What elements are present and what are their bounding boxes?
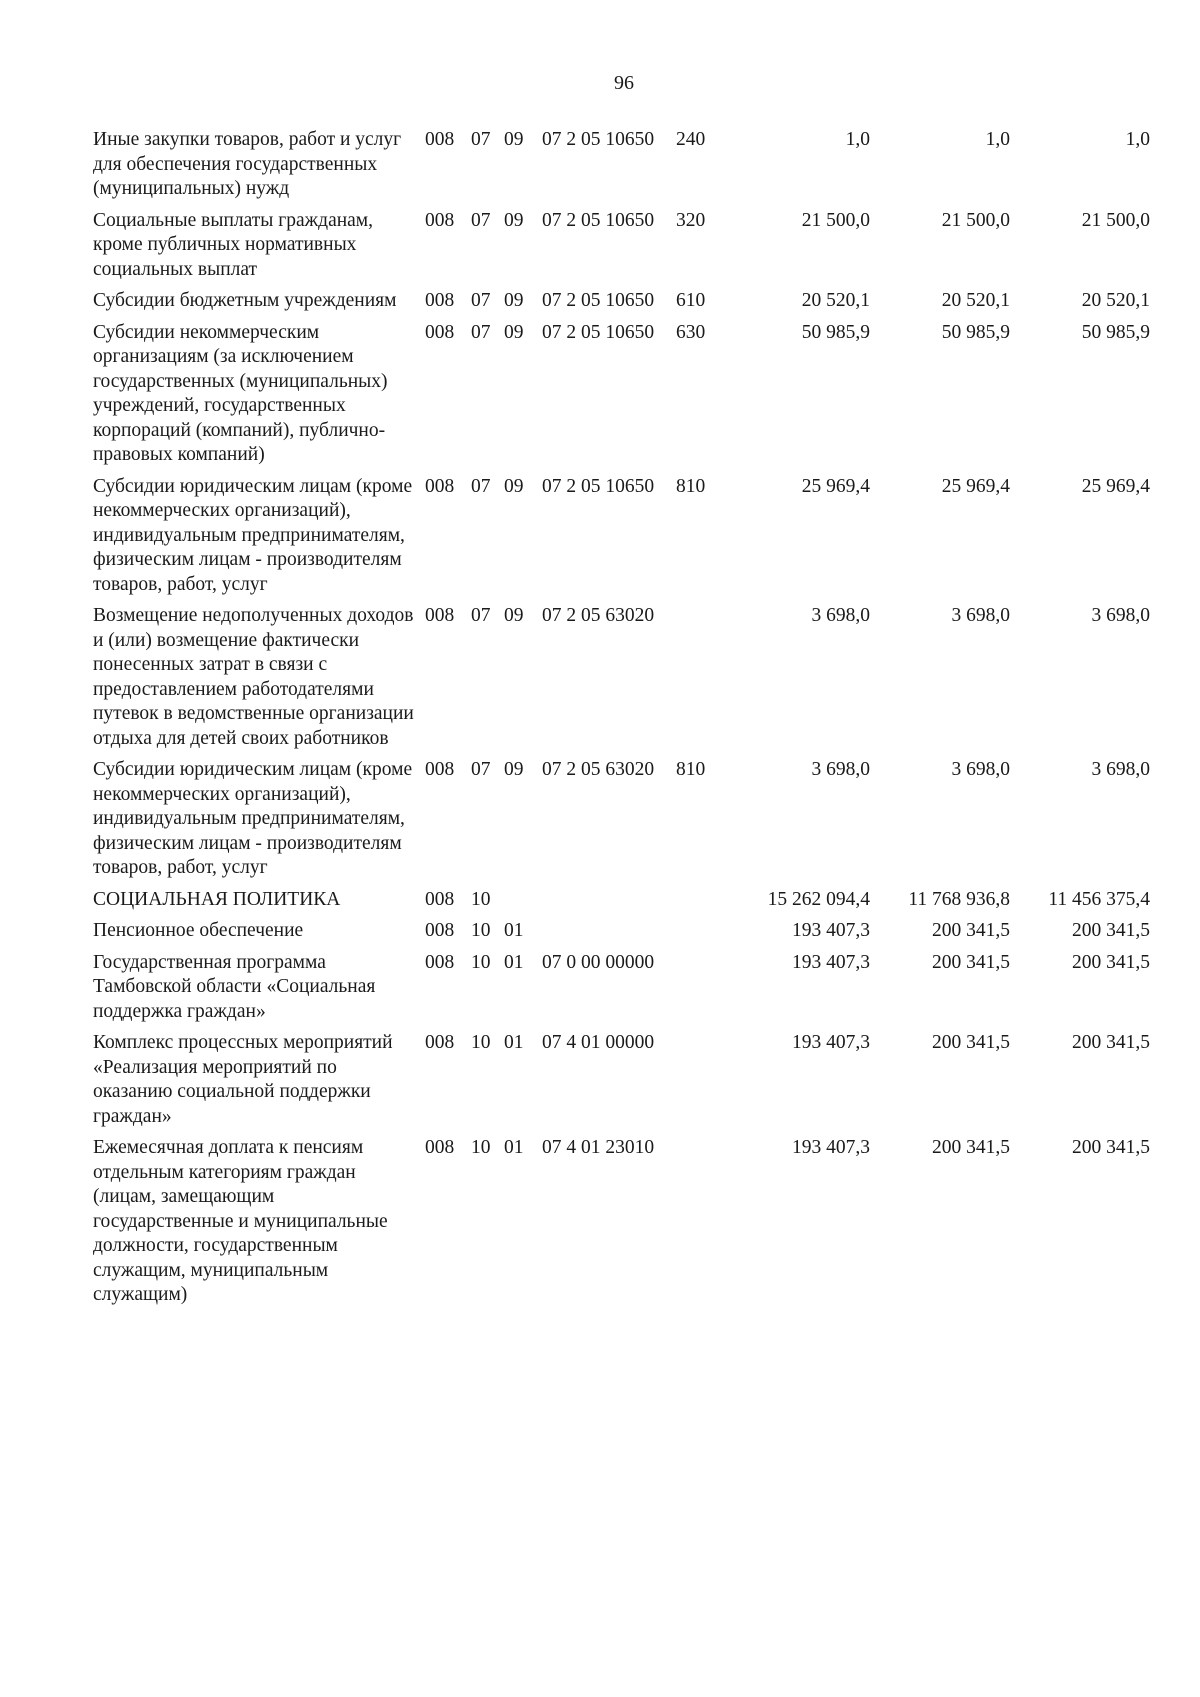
section-code: 07 <box>471 290 491 311</box>
target-article-code: 07 2 05 10650 <box>542 475 655 497</box>
row-name: Возмещение недополученных доходов и (или) возмещение фактически понесенных затрат в связи с предоставлением работодателями путевок в ведомственные организации отдыха для детей своих работников <box>93 605 414 749</box>
ministry-code: 008 <box>425 951 455 973</box>
amount-year-1: 1,0 <box>845 129 870 150</box>
subsection-code: 09 <box>504 209 524 231</box>
amount-year-2: 200 341,5 <box>932 1137 1010 1158</box>
amount-year-2: 21 500,0 <box>941 209 1010 231</box>
section-code: 10 <box>471 951 491 973</box>
amount-year-3: 200 341,5 <box>1072 1137 1150 1158</box>
amount-year-2: 3 698,0 <box>951 605 1010 626</box>
amount-year-1: 3 698,0 <box>811 759 870 780</box>
amount-year-1: 20 520,1 <box>801 290 870 311</box>
table-row <box>93 1031 1173 1129</box>
section-code: 10 <box>471 1032 491 1053</box>
budget-table <box>93 128 1173 1315</box>
amount-year-3: 3 698,0 <box>1091 605 1150 626</box>
target-article-code: 07 4 01 23010 <box>542 1137 655 1158</box>
amount-year-1: 193 407,3 <box>792 920 870 941</box>
amount-year-3: 21 500,0 <box>1081 209 1150 231</box>
ministry-code: 008 <box>425 209 455 231</box>
row-name: Субсидии юридическим лицам (кроме некоммерческих организаций), индивидуальным предпринимателям, физическим лицам - производителям товаров, работ, услуг <box>93 759 413 878</box>
subsection-code: 09 <box>504 475 524 497</box>
amount-year-3: 11 456 375,4 <box>1048 888 1150 910</box>
amount-year-2: 200 341,5 <box>932 920 1010 941</box>
ministry-code: 008 <box>425 475 455 497</box>
amount-year-2: 3 698,0 <box>951 759 1010 780</box>
row-name: Ежемесячная доплата к пенсиям отдельным категориям граждан (лицам, замещающим государственные и муниципальные должности, государственным служащим, муниципальным служащим) <box>93 1137 388 1305</box>
amount-year-3: 200 341,5 <box>1072 951 1150 973</box>
section-code: 07 <box>471 209 491 231</box>
row-name: Субсидии бюджетным учреждениям <box>93 290 397 311</box>
subsection-code: 09 <box>504 321 524 343</box>
expense-type-code: 610 <box>676 290 706 311</box>
row-name: Пенсионное обеспечение <box>93 920 304 941</box>
ministry-code: 008 <box>425 605 455 626</box>
row-name: Государственная программа Тамбовской области «Социальная поддержка граждан» <box>93 951 376 1022</box>
table-row <box>93 919 1173 944</box>
amount-year-3: 20 520,1 <box>1081 290 1150 311</box>
target-article-code: 07 2 05 10650 <box>542 290 655 311</box>
expense-type-code: 320 <box>676 209 706 231</box>
amount-year-3: 25 969,4 <box>1081 475 1150 497</box>
subsection-code: 01 <box>504 1137 524 1158</box>
amount-year-1: 193 407,3 <box>792 1137 870 1158</box>
amount-year-1: 193 407,3 <box>792 1032 870 1053</box>
amount-year-1: 193 407,3 <box>792 951 870 973</box>
amount-year-1: 25 969,4 <box>801 475 870 497</box>
amount-year-1: 15 262 094,4 <box>767 888 870 910</box>
section-code: 10 <box>471 1137 491 1158</box>
table-row <box>93 475 1173 598</box>
subsection-code: 01 <box>504 1032 524 1053</box>
section-code: 10 <box>471 888 491 910</box>
amount-year-2: 20 520,1 <box>941 290 1010 311</box>
section-code: 07 <box>471 129 491 150</box>
amount-year-3: 1,0 <box>1125 129 1150 150</box>
ministry-code: 008 <box>425 1137 455 1158</box>
section-code: 07 <box>471 475 491 497</box>
target-article-code: 07 2 05 63020 <box>542 759 655 780</box>
row-name: Субсидии некоммерческим организациям (за исключением государственных (муниципальных) учреждений, государственных корпораций (компаний), публично-правовых компаний) <box>93 321 388 465</box>
table-row <box>93 758 1173 881</box>
expense-type-code: 810 <box>676 475 706 497</box>
amount-year-2: 11 768 936,8 <box>908 888 1010 910</box>
section-code: 07 <box>471 759 491 780</box>
expense-type-code: 810 <box>676 759 706 780</box>
ministry-code: 008 <box>425 290 455 311</box>
subsection-code: 01 <box>504 951 524 973</box>
subsection-code: 09 <box>504 129 524 150</box>
row-name: Субсидии юридическим лицам (кроме некоммерческих организаций), индивидуальным предпринимателям, физическим лицам - производителям товаров, работ, услуг <box>93 475 413 595</box>
table-row <box>93 128 1173 202</box>
amount-year-3: 3 698,0 <box>1091 759 1150 780</box>
amount-year-1: 50 985,9 <box>801 321 870 343</box>
amount-year-2: 50 985,9 <box>941 321 1010 343</box>
amount-year-1: 21 500,0 <box>801 209 870 231</box>
table-row <box>93 888 1173 913</box>
subsection-code: 01 <box>504 920 524 941</box>
amount-year-3: 200 341,5 <box>1072 1032 1150 1053</box>
amount-year-3: 50 985,9 <box>1081 321 1150 343</box>
amount-year-2: 25 969,4 <box>941 475 1010 497</box>
page-number: 96 <box>614 72 634 94</box>
section-code: 07 <box>471 321 491 343</box>
table-row <box>93 209 1173 283</box>
ministry-code: 008 <box>425 321 455 343</box>
subsection-code: 09 <box>504 605 524 626</box>
row-name: Комплекс процессных мероприятий «Реализация мероприятий по оказанию социальной поддержки граждан» <box>93 1032 393 1127</box>
table-row <box>93 321 1173 468</box>
row-name: Иные закупки товаров, работ и услуг для обеспечения государственных (муниципальных) нужд <box>93 129 402 199</box>
ministry-code: 008 <box>425 888 455 910</box>
subsection-code: 09 <box>504 759 524 780</box>
section-code: 07 <box>471 605 491 626</box>
table-row <box>93 604 1173 751</box>
amount-year-2: 1,0 <box>985 129 1010 150</box>
row-name: Социальные выплаты гражданам, кроме публичных нормативных социальных выплат <box>93 209 374 280</box>
ministry-code: 008 <box>425 759 455 780</box>
amount-year-2: 200 341,5 <box>932 1032 1010 1053</box>
table-row <box>93 289 1173 314</box>
expense-type-code: 630 <box>676 321 706 343</box>
target-article-code: 07 2 05 10650 <box>542 209 655 231</box>
ministry-code: 008 <box>425 1032 455 1053</box>
ministry-code: 008 <box>425 920 455 941</box>
table-row <box>93 1136 1173 1308</box>
expense-type-code: 240 <box>676 129 706 150</box>
amount-year-3: 200 341,5 <box>1072 920 1150 941</box>
amount-year-1: 3 698,0 <box>811 605 870 626</box>
ministry-code: 008 <box>425 129 455 150</box>
row-name: СОЦИАЛЬНАЯ ПОЛИТИКА <box>93 888 341 910</box>
target-article-code: 07 2 05 10650 <box>542 129 655 150</box>
section-code: 10 <box>471 920 491 941</box>
subsection-code: 09 <box>504 290 524 311</box>
table-row <box>93 951 1173 1025</box>
amount-year-2: 200 341,5 <box>932 951 1010 973</box>
target-article-code: 07 2 05 63020 <box>542 605 655 626</box>
target-article-code: 07 0 00 00000 <box>542 951 655 973</box>
target-article-code: 07 4 01 00000 <box>542 1032 655 1053</box>
target-article-code: 07 2 05 10650 <box>542 321 655 343</box>
